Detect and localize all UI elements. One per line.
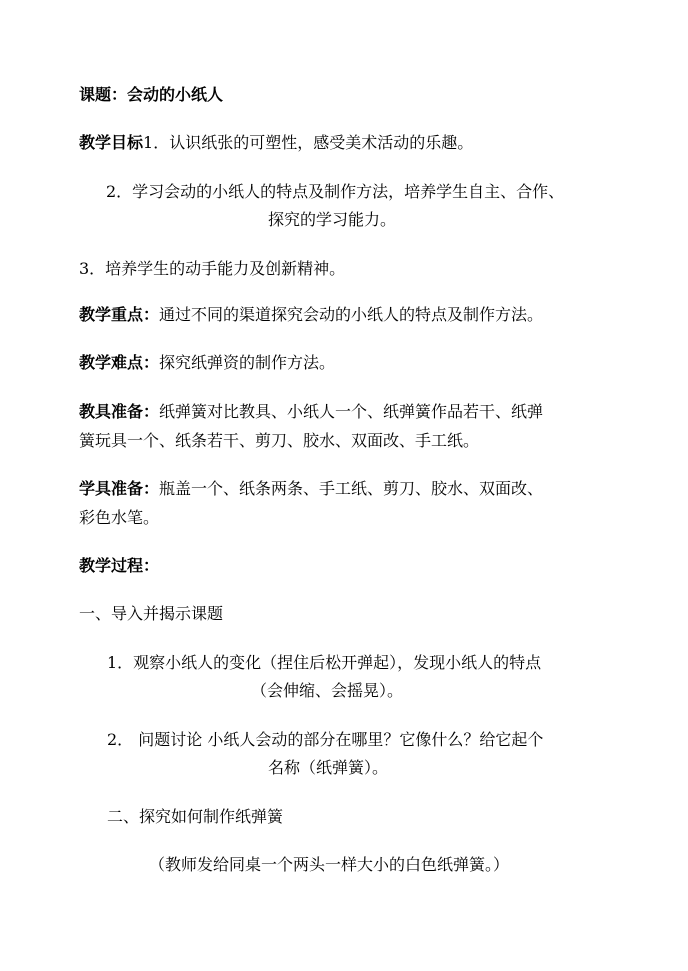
teacher-prep-line-1 xyxy=(79,401,543,423)
key-points xyxy=(79,304,543,326)
objectives-label: 教学目标 xyxy=(79,133,144,152)
lesson-title-text: 会动的小纸人 xyxy=(127,85,224,104)
student-prep-line-2: 彩色水笔。 xyxy=(79,508,160,527)
difficulties xyxy=(79,352,335,374)
lesson-title-label: 课题： xyxy=(79,85,128,104)
difficulties-label: 教学难点： xyxy=(79,353,160,372)
section-1-heading: 一、导入并揭示课题 xyxy=(79,604,224,623)
difficulties-text: 探究纸弹资的制作方法。 xyxy=(159,353,336,372)
key-points-label: 教学重点： xyxy=(79,305,160,324)
objective-item-2-line-2: 探究的学习能力。 xyxy=(268,210,397,229)
lesson-title xyxy=(79,84,223,106)
step-2-line-2: 名称（纸弹簧）。 xyxy=(268,758,389,777)
objective-item-3: 3．培养学生的动手能力及创新精神。 xyxy=(79,259,346,278)
objective-item-2-line-1: 2．学习会动的小纸人的特点及制作方法，培养学生自主、合作、 xyxy=(106,182,565,201)
teacher-prep-line-2: 簧玩具一个、纸条若干、剪刀、胶水、双面改、手工纸。 xyxy=(79,431,480,450)
student-prep-label: 学具准备： xyxy=(79,479,160,498)
teacher-prep-text-1: 纸弹簧对比教具、小纸人一个、纸弹簧作品若干、纸弹 xyxy=(159,402,544,421)
section-2-heading: 二、探究如何制作纸弹簧 xyxy=(107,807,284,826)
teacher-prep-label: 教具准备： xyxy=(79,402,160,421)
step-1-line-2: （会伸缩、会摇晃）。 xyxy=(251,681,404,700)
section-2-note: （教师发给同桌一个两头一样大小的白色纸弹簧。） xyxy=(149,855,510,874)
key-points-text: 通过不同的渠道探究会动的小纸人的特点及制作方法。 xyxy=(159,305,544,324)
process-label: 教学过程： xyxy=(79,556,160,575)
objective-item-1 xyxy=(79,132,473,154)
step-1-line-1: 1．观察小纸人的变化（捏住后松开弹起），发现小纸人的特点 xyxy=(107,653,542,672)
objective-1-text: 1．认识纸张的可塑性，感受美术活动的乐趣。 xyxy=(143,133,474,152)
step-2-line-1: 2． 问题讨论 小纸人会动的部分在哪里？它像什么？给它起个 xyxy=(107,730,544,749)
student-prep-line-1 xyxy=(79,478,543,500)
student-prep-text-1: 瓶盖一个、纸条两条、手工纸、剪刀、胶水、双面改、 xyxy=(159,479,544,498)
